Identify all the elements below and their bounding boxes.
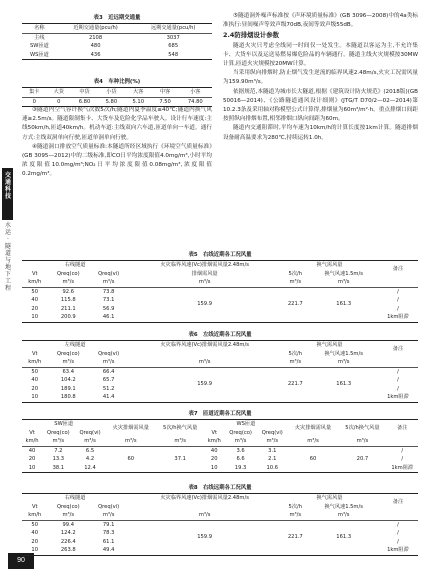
t4-header: 大客: [125, 88, 152, 98]
sidebar-char: ·: [7, 236, 9, 243]
t7-group-header: 备注: [397, 425, 408, 432]
t5-cell: 221.7: [287, 301, 303, 308]
t7-cell: 20: [210, 456, 218, 462]
t6-cell: 189.1: [60, 385, 76, 392]
t7-group-header: 5次/h换气风量: [163, 425, 198, 432]
t6-cell: 104.2: [60, 377, 76, 383]
t8-cell: /: [397, 521, 399, 528]
t5-unit: m³/s: [47, 278, 89, 287]
table-7: [22, 410, 418, 473]
t4-cell: 0: [32, 98, 36, 105]
t7-header: Vt: [29, 429, 35, 436]
t8-header: Qreq(vi): [98, 503, 120, 510]
t7-cell: 3.6: [236, 447, 245, 454]
t7-header: Qreq(co): [229, 429, 252, 436]
table-4-grid: [22, 87, 212, 107]
t8-header: Vt: [31, 503, 38, 510]
table-6: [22, 331, 418, 403]
t7-group-header: SW匝道: [54, 421, 74, 427]
sidebar-char: 程: [4, 285, 11, 292]
t8-cell: /: [397, 530, 399, 536]
t4-cell: 74.80: [187, 98, 203, 105]
t6-header: 换气风速1.5m/s: [324, 350, 363, 357]
t7-header: Qreq(vi): [261, 429, 283, 436]
t8-cell: 99.4: [62, 521, 75, 528]
t6-header: Qreq(vi): [98, 350, 120, 357]
table-3-caption: 表3 近远期交通量: [93, 15, 141, 21]
table-3: [22, 14, 212, 60]
t6-cell: /: [397, 368, 399, 375]
t8-cell: 49.4: [102, 547, 115, 553]
t3-cell: 3037: [166, 34, 180, 41]
t8-cell: 50: [31, 521, 39, 528]
t6-cell: /: [397, 385, 399, 392]
t8-header: 换气风速1.5m/s: [324, 503, 363, 510]
t5-unit: m³/s: [128, 278, 281, 287]
table-5-caption: 表5 右线近期各工况风量: [188, 252, 252, 258]
t6-unit: km/h: [22, 358, 47, 367]
t6-group-header: 备注: [392, 346, 404, 353]
t3-header: 远期交通量(pcu/h): [134, 24, 212, 34]
table-8-caption: 表8 右线远期各工况风量: [188, 485, 252, 491]
t6-cell: 1km阻滞: [387, 394, 409, 400]
sidebar-char: 科: [4, 186, 11, 193]
t7-unit: m³/s: [105, 437, 156, 446]
t5-header: Vt: [31, 270, 38, 277]
t4-header: 小货: [98, 88, 125, 98]
t6-cell: 51.2: [102, 385, 115, 392]
body-paragraph: ④隧道洞口排放空气质量标准:本隧道所经区域执行《环境空气质量标准》(GB 3095—2012)中的二级标准,即CO日平均浓度限值4.0mg/m³,小时平均浓度限值10.0mg/m³;NO₂日平均浓度限值0.08mg/m³,浓度限值0.2mg/m³。: [22, 143, 212, 178]
t5-cell: 159.9: [197, 301, 213, 308]
t7-group-header: 5次/h换气风量: [345, 425, 380, 432]
t7-group-header: 火灾排烟需风量: [294, 425, 332, 432]
t8-cell: 124.2: [60, 530, 76, 536]
t6-header: Vt: [31, 350, 38, 357]
journal-sidebar: [0, 0, 15, 575]
t7-cell: 40: [28, 447, 36, 454]
t8-cell: 159.9: [197, 534, 213, 541]
table-6-grid: [22, 340, 418, 403]
t4-header: 小客: [179, 88, 212, 98]
t8-cell: 40: [31, 530, 39, 536]
t4-cell: 5.10: [132, 98, 145, 105]
sidebar-char: 与: [4, 257, 11, 264]
t7-cell: 38.1: [52, 464, 65, 471]
t5-cell: 92.6: [62, 288, 75, 295]
t7-cell: 7.2: [54, 447, 63, 454]
t3-cell: 480: [90, 43, 101, 49]
t8-cell: 263.8: [60, 547, 76, 553]
table-4: [22, 78, 212, 107]
t7-cell: 20: [28, 456, 36, 462]
sidebar-journal-label: [3, 172, 13, 200]
t3-header: 名称: [22, 24, 57, 34]
t7-cell: 4.2: [85, 456, 95, 462]
t8-header: 5次/h: [288, 503, 303, 510]
t5-cell: 211.1: [60, 305, 76, 312]
t6-unit: m³/s: [310, 358, 378, 367]
t6-header: [128, 350, 281, 359]
sidebar-char: 下: [4, 271, 11, 278]
t7-unit: km/h: [22, 437, 42, 446]
t5-cell: 1km阻滞: [387, 314, 409, 320]
left-column-text: [22, 106, 212, 180]
t6-header: 5次/h: [288, 350, 303, 357]
table-row: [22, 520, 418, 529]
table-row: [22, 367, 418, 376]
t6-cell: 63.4: [62, 368, 75, 375]
t7-cell: 2.1: [268, 456, 277, 462]
table-row: [22, 287, 418, 296]
t5-unit: m³/s: [310, 278, 378, 287]
sidebar-char: 交: [4, 172, 11, 179]
t3-cell: WS匝道: [29, 51, 49, 58]
t8-group-header: 备注: [392, 499, 404, 506]
t6-cell: 50: [31, 368, 39, 375]
t7-cell: 19.3: [234, 464, 247, 471]
t5-group-header: 换气需风量: [316, 262, 343, 268]
t7-unit: m³/s: [42, 437, 75, 446]
t7-cell: 60: [309, 456, 317, 462]
body-paragraph: ⑤隧道洞外噪声标准按《声环境质量标准》(GB 3096—2008)中的4a类标准执行:昼间噪声等效声级70dB,夜间等效声级55dB。: [223, 13, 418, 29]
sidebar-char: 道: [4, 250, 11, 257]
t8-cell: 221.7: [287, 534, 303, 541]
t8-cell: 1km阻滞: [387, 547, 409, 553]
t7-unit: m³/s: [156, 437, 204, 446]
right-column-text: [223, 12, 418, 143]
t8-unit: m³/s: [281, 511, 309, 520]
t5-header: Qreq(co): [56, 270, 80, 277]
t8-unit: m³/s: [89, 511, 128, 520]
t7-header: Qreq(vi): [79, 429, 101, 436]
t5-group-header: 右线隧道: [64, 262, 86, 268]
t7-cell: 12.4: [84, 464, 96, 471]
t4-header: 中客: [152, 88, 179, 98]
t4-cell: 7.50: [159, 98, 171, 105]
t7-cell: 1km阻滞: [391, 464, 414, 471]
t5-header: 5次/h: [288, 270, 303, 277]
t7-cell: 37.1: [174, 456, 186, 462]
sidebar-char: 地: [4, 264, 11, 271]
t5-cell: 73.1: [102, 297, 115, 303]
t5-cell: /: [397, 305, 399, 312]
t8-unit: km/h: [22, 511, 47, 520]
t8-cell: 79.1: [102, 521, 115, 528]
t6-cell: 20: [31, 385, 39, 392]
t6-group-header: 左线隧道: [64, 342, 86, 348]
table-row: [22, 446, 418, 455]
table-8-grid: [22, 493, 418, 556]
body-paragraph: 当采用纵向排烟时,防止烟气发生逆流的临界风速2.48m/s,火灾工况需风量为159.90m³/s。: [223, 70, 418, 86]
t8-group-header: 右线隧道: [64, 495, 86, 501]
t5-unit: km/h: [22, 278, 47, 287]
t4-header: 大货: [47, 88, 72, 98]
table-row: [22, 51, 212, 60]
t5-cell: /: [397, 297, 399, 303]
section-heading: 2.4防排烟设计参数: [223, 31, 280, 40]
t6-cell: /: [397, 377, 399, 383]
page-number: 90: [8, 553, 34, 569]
t8-header: Qreq(co): [56, 503, 80, 510]
t7-cell: 10: [28, 464, 36, 471]
t6-cell: 10: [31, 394, 39, 400]
t7-cell: /: [401, 456, 404, 462]
body-paragraph: 隧道内交通阻滞时,平均车速为10km/h的计算长度按1km计算。隧道排烟设备耐高温要求为280℃,持续运转1.0h。: [223, 125, 418, 141]
table-7-caption: 表7 匝道近期各工况风量: [188, 411, 252, 417]
t7-group-header: WS匝道: [236, 421, 256, 427]
body-paragraph: 依据规范,本隧道为城市长大隧道,根据《建筑设计防火规范》(2018版)(GB 50016—2014)、《公路隧道通风设计细则》(JTG/T D70/2—02—2014)第10.2.3条及采用轴对称模型公式计算得,排烟量为60m³/m²·h。重点排烟口间距按照纵向排烟布置,相邻排烟口纵向间距为60m。: [223, 88, 418, 123]
t6-cell: 40: [31, 377, 39, 383]
body-paragraph: 隧道火灾只考虑全线同一时间仅一处发生。本隧道以客运为主,不允许集卡、大货车以及运送易燃易爆危险品的车辆通行。隧道主线火灾规模按30MW计算,匝道火灾规模按20MW计算。: [223, 42, 418, 68]
t7-unit: m³/s: [75, 437, 106, 446]
sidebar-char: 技: [4, 193, 11, 200]
body-paragraph: ③隧道内空气容许换气次数5次/h;隧道内夏季温度≤40℃;隧道内换气风速≥2.5m/s。隧道限制集卡、大货车及危险化学品车驶入。设计行车速度:主线50km/h,匝道40km/h。机动车道:主线双向六车道,匝道单向一车道。通行方式:主线双洞单向行驶,匝道单洞单向行驶。: [22, 107, 212, 141]
t7-cell: 10.6: [266, 464, 279, 471]
t4-cell: 0: [57, 98, 61, 105]
t8-cell: 161.3: [336, 534, 352, 541]
t6-group-header: 换气需风量: [316, 342, 343, 348]
t5-unit: [378, 278, 418, 287]
t8-unit: [378, 511, 418, 520]
t5-cell: 73.8: [102, 288, 115, 295]
t5-unit: m³/s: [89, 278, 128, 287]
t8-header: [128, 503, 281, 512]
t6-cell: 65.7: [102, 377, 115, 383]
sidebar-char: 工: [4, 278, 11, 285]
t7-cell: 10: [210, 464, 218, 471]
t7-cell: 40: [210, 447, 218, 454]
t7-header: Vt: [211, 429, 218, 436]
t5-header: 排烟需风量: [191, 270, 218, 277]
t3-cell: 436: [90, 51, 101, 58]
t5-cell: /: [397, 288, 399, 295]
t7-unit: m³/s: [224, 437, 257, 446]
t5-header: Qreq(vi): [98, 270, 120, 277]
table-5: [22, 251, 418, 323]
t8-cell: /: [397, 538, 399, 545]
t7-unit: m³/s: [257, 437, 288, 446]
t7-cell: 20.7: [356, 456, 369, 462]
t4-header: 集卡: [22, 88, 47, 98]
t3-header: 近期交通量(pcu/h): [57, 24, 135, 34]
t8-cell: 78.3: [102, 530, 115, 536]
t5-cell: 40: [31, 297, 39, 303]
t8-unit: m³/s: [310, 511, 378, 520]
t6-unit: m³/s: [47, 358, 89, 367]
t4-cell: 6.80: [78, 98, 91, 105]
t5-cell: 56.9: [102, 305, 115, 312]
t5-cell: 20: [31, 305, 39, 312]
t6-cell: 159.9: [197, 381, 213, 388]
t7-unit: m³/s: [288, 437, 339, 446]
t6-cell: 221.7: [287, 381, 303, 388]
t5-cell: 115.8: [60, 297, 76, 303]
t8-cell: 61.1: [102, 538, 115, 545]
table-row: [22, 42, 212, 51]
t8-cell: 10: [31, 547, 39, 553]
t8-group-header: 火灾临界风速(Vc)排烟需风量2.48m/s: [160, 495, 249, 501]
t5-cell: 46.1: [102, 314, 115, 320]
t4-cell: 5.80: [105, 98, 118, 105]
t3-cell: SW匝道: [29, 43, 49, 49]
table-row: [22, 33, 212, 42]
t7-cell: 6.6: [236, 456, 245, 462]
table-5-grid: [22, 260, 418, 323]
t7-cell: /: [401, 447, 404, 454]
sidebar-char: 隧: [4, 243, 11, 250]
t8-unit: m³/s: [128, 511, 281, 520]
t6-cell: 66.4: [102, 368, 115, 375]
t5-cell: 50: [31, 288, 39, 295]
t3-cell: 主线: [34, 34, 45, 41]
t7-group-header: 火灾排烟需风量: [112, 425, 149, 432]
t8-unit: m³/s: [47, 511, 89, 520]
t3-cell: 548: [168, 51, 179, 58]
t8-group-header: 换气需风量: [316, 495, 343, 501]
t8-cell: 226.4: [60, 538, 76, 545]
table-4-caption: 表4 车种比例(%): [93, 79, 141, 85]
t5-cell: 161.3: [336, 301, 352, 308]
t5-cell: 200.9: [60, 314, 76, 320]
t5-group-header: 备注: [392, 266, 404, 273]
t3-cell: 685: [168, 43, 179, 49]
t7-unit: [386, 437, 418, 446]
table-6-caption: 表6 左线近期各工况风量: [188, 332, 252, 338]
sidebar-char: 运: [4, 229, 11, 236]
sidebar-char: 通: [4, 179, 11, 186]
t7-unit: m³/s: [338, 437, 386, 446]
t6-cell: 180.8: [60, 394, 76, 400]
t3-cell: 2108: [88, 34, 103, 41]
sidebar-char: 水: [4, 222, 11, 229]
sidebar-section-label: [3, 222, 13, 292]
t5-group-header: 火灾临界风速(Vc)排烟需风量2.48m/s: [160, 262, 249, 268]
t6-unit: [378, 358, 418, 367]
table-3-grid: [22, 23, 212, 60]
t4-header: 中货: [71, 88, 98, 98]
t6-unit: m³/s: [128, 358, 281, 367]
t7-cell: 13.3: [52, 456, 65, 462]
t5-cell: 10: [31, 314, 39, 320]
t6-unit: m³/s: [89, 358, 128, 367]
t6-group-header: 火灾临界风速(Vc)排烟需风量2.48m/s: [160, 342, 249, 348]
t7-header: Qreq(co): [47, 429, 70, 436]
t7-cell: 60: [127, 456, 135, 462]
t8-cell: 20: [31, 538, 39, 545]
t7-cell: 6.5: [85, 447, 95, 454]
t6-cell: 161.3: [336, 381, 352, 388]
t6-cell: 41.4: [102, 394, 115, 400]
t6-unit: m³/s: [281, 358, 309, 367]
t5-unit: m³/s: [281, 278, 309, 287]
t7-unit: km/h: [204, 437, 224, 446]
t5-header: 换气风速1.5m/s: [324, 270, 363, 277]
t7-cell: 3.1: [268, 447, 277, 454]
t6-header: Qreq(co): [56, 350, 80, 357]
table-7-grid: [22, 419, 418, 473]
table-8: [22, 484, 418, 556]
